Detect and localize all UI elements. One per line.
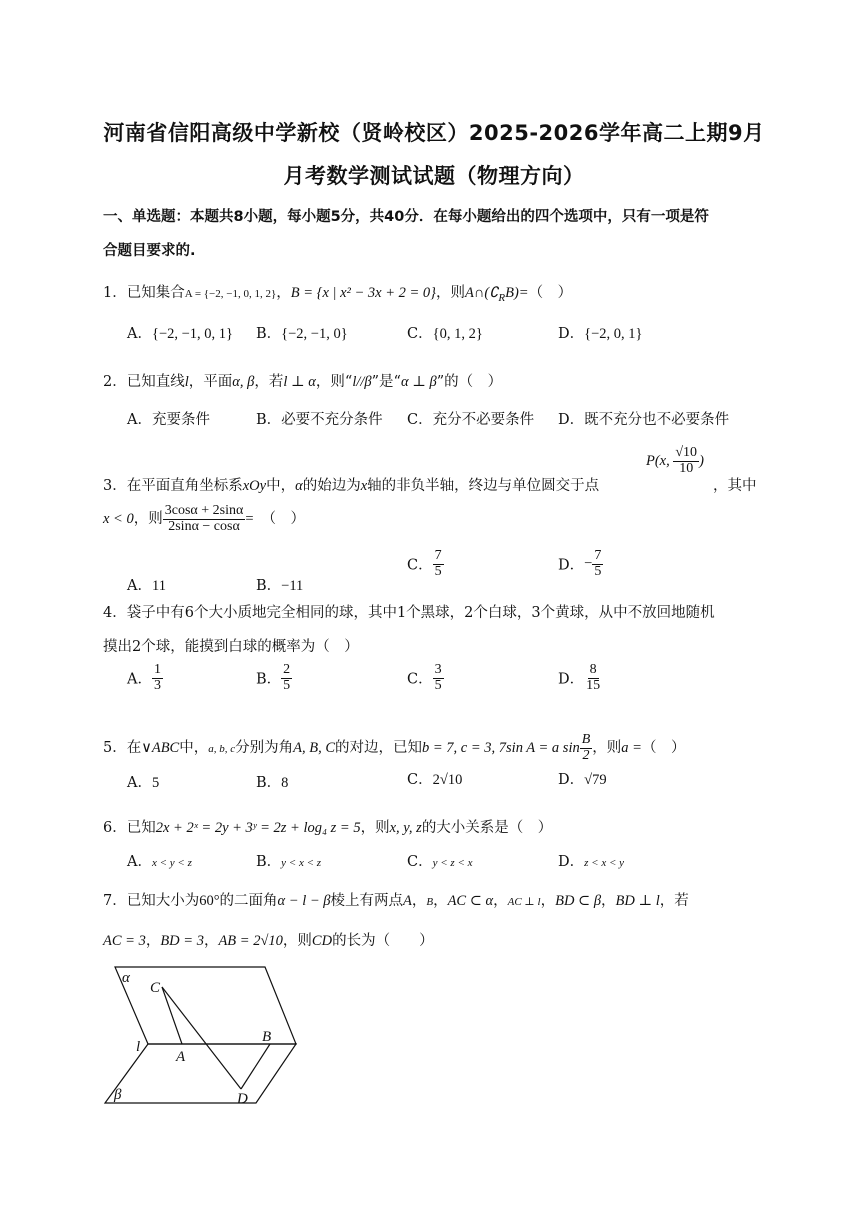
question-3-line2: x < 0，则 $\frac{3\cos\alpha + 2\sin\alpha}{2\sin\alpha - \cos\alpha}$ = （ ） [103, 503, 305, 534]
page-title-line1: 河南省信阳高级中学新校（贤岭校区）2025-2026学年高二上期9月 [103, 121, 765, 145]
question-4-line1: 4．袋子中有6个大小质地完全相同的球，其中1个黑球，2个白球，3个黄球，从中不放回地随机 [103, 605, 715, 621]
page-title-line2: 月考数学测试试题（物理方向） [283, 164, 585, 188]
q2-option-c[interactable]: C．充分不必要条件 [407, 412, 535, 428]
q2-option-d[interactable]: D．既不充分也不必要条件 [558, 412, 730, 428]
set-a: A = {−2, −1, 0, 1, 2} [184, 288, 277, 300]
q5-option-c[interactable]: C．2√10 [407, 772, 463, 788]
segment-cd [162, 987, 241, 1089]
q4-option-b[interactable]: B． $\frac{2}{5}$ [256, 662, 291, 693]
q6-option-d[interactable]: D．z < x < y [558, 854, 625, 870]
dihedral-angle-figure [100, 962, 300, 1107]
q3-option-d[interactable]: D．− $\frac{7}{5}$ [558, 548, 602, 579]
plane-beta [105, 1044, 296, 1103]
q4-option-a[interactable]: A． $\frac{1}{3}$ [127, 662, 161, 693]
q1-option-b[interactable]: B．{−2, −1, 0} [256, 326, 348, 342]
question-3-line1: 3．在平面直角坐标系xOy中，α的始边为x轴的非负半轴，终边与单位圆交于点 [103, 478, 600, 494]
q3-option-b[interactable]: B．−11 [256, 578, 304, 594]
segment-bd [241, 1044, 270, 1089]
question-7-line2: AC = 3，BD = 3，AB = 2√10，则CD的长为（ ） [103, 933, 434, 949]
label-a: A [176, 1049, 186, 1065]
q5-option-d[interactable]: D．√79 [558, 772, 607, 788]
point-p: P(x, $\frac{√10}{10}$ ) [646, 445, 704, 476]
question-5: 5．在∨ABC中，a, b, c分别为角A, B, C的对边，已知b = 7, c = 3, 7sin A = a sin $\frac{B}{2}$ ，则a =（ ） [103, 732, 686, 763]
section-heading-line2: 合题目要求的. [103, 243, 196, 259]
question-1: 1．已知集合A = {−2, −1, 0, 1, 2}，B = {x | x² − 3x + 2 = 0}，则$A\cap(∁_RB)=$（ ） [103, 285, 573, 304]
question-2: 2．已知直线l，平面α, β，若l ⊥ α，则“l//β”是“α ⊥ β”的（ ） [103, 374, 503, 390]
q5-option-a[interactable]: A．5 [127, 775, 160, 791]
question-6: 6．已知2x + 2ˣ = 2y + 3ʸ = 2z + log₄ z = 5，则x, y, z的大小关系是（ ） [103, 820, 553, 836]
question-4-line2: 摸出2个球，能摸到白球的概率为（ ） [103, 639, 359, 655]
label-alpha: α [122, 970, 130, 986]
q3-option-a[interactable]: A．11 [127, 578, 166, 594]
q5-option-b[interactable]: B．8 [256, 775, 289, 791]
q6-option-a[interactable]: A．x < y < z [127, 854, 192, 870]
q4-option-c[interactable]: C． $\frac{3}{5}$ [407, 662, 442, 693]
q1-option-d[interactable]: D．{−2, 0, 1} [558, 326, 643, 342]
label-d: D [237, 1091, 248, 1107]
q1-option-a[interactable]: A．{−2, −1, 0, 1} [127, 326, 234, 342]
set-b: B = {x | x² − 3x + 2 = 0} [290, 285, 436, 301]
q3-expression: $\frac{3\cos\alpha + 2\sin\alpha}{2\sin\alpha - \cos\alpha}$ [164, 503, 244, 534]
label-beta: β [114, 1087, 122, 1103]
q2-option-b[interactable]: B．必要不充分条件 [256, 412, 383, 428]
segment-ca [162, 987, 182, 1044]
q2-option-a[interactable]: A．充要条件 [127, 412, 210, 428]
label-c: C [150, 980, 161, 996]
label-l: l [136, 1039, 141, 1055]
q1-option-c[interactable]: C．{0, 1, 2} [407, 326, 483, 342]
set-expression: $A\cap(∁_RB)=$ [464, 285, 529, 304]
question-7-line1: 7．已知大小为60°的二面角α − l − β棱上有两点A，B，AC ⊂ α，AC ⊥ l，BD ⊂ β，BD ⊥ l，若 [103, 893, 689, 909]
q4-option-d[interactable]: D． $\frac{8}{15}$ [558, 662, 601, 693]
section-heading-line1: 一、单选题：本题共8小题，每小题5分，共40分．在每小题给出的四个选项中，只有一项是符 [103, 209, 709, 225]
question-3-tail: ，其中 [713, 478, 757, 494]
q6-option-c[interactable]: C．y < z < x [407, 854, 473, 870]
q3-option-c[interactable]: C． $\frac{7}{5}$ [407, 548, 442, 579]
q6-option-b[interactable]: B．y < x < z [256, 854, 322, 870]
label-b: B [262, 1029, 272, 1045]
